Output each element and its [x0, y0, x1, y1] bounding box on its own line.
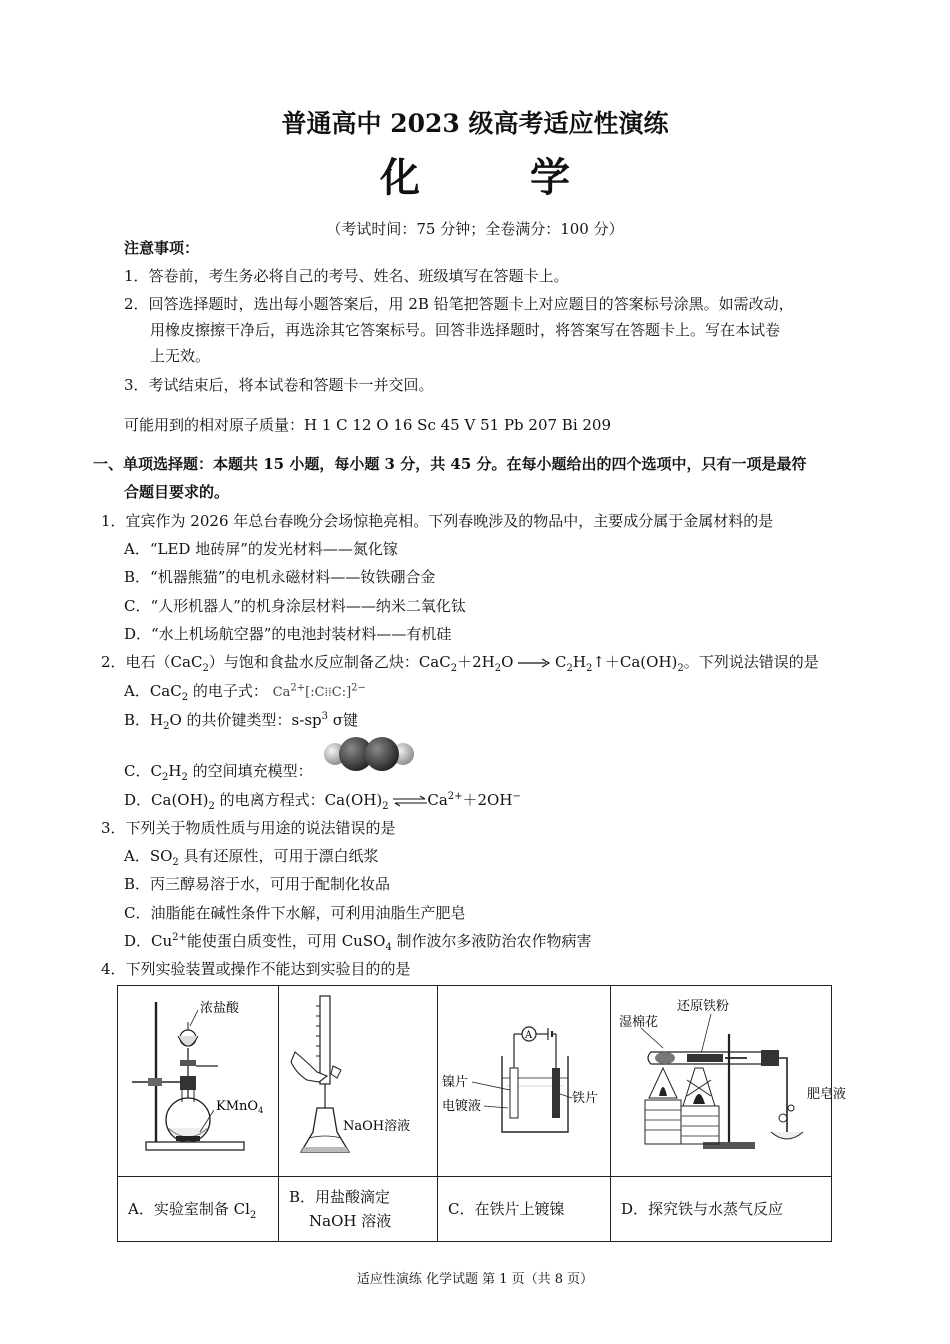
- chlorine-generation-apparatus: [118, 986, 278, 1172]
- question-1-stem: 1．宜宾作为 2026 年总台春晚分会场惊艳亮相。下列春晚涉及的物品中，主要成分属于金属材料的是: [101, 512, 774, 530]
- note-item: 上无效。: [150, 347, 211, 365]
- note-item: 3．考试结束后，将本试卷和答题卡一并交回。: [124, 376, 434, 394]
- label-conc-hcl: 浓盐酸: [200, 1001, 240, 1016]
- label-iron-plate: 铁片: [572, 1091, 599, 1106]
- q4-option-c: C．在铁片上镀镍: [438, 1177, 611, 1242]
- label-naoh-solution: NaOH溶液: [343, 1119, 411, 1134]
- q3-option-a: A．$SO_2$ 具有还原性，可用于漂白纸浆: [124, 847, 379, 868]
- section-heading-cont: 合题目要求的。: [124, 483, 230, 501]
- label-nickel-plate: 镍片: [442, 1075, 469, 1090]
- note-item: 用橡皮擦擦干净后，再选涂其它答案标号。回答非选择题时，将答案写在答题卡上。写在本试卷: [150, 321, 781, 339]
- exam-info: （考试时间：75 分钟；全卷满分：100 分）: [326, 220, 624, 238]
- q4-option-b: B．用盐酸滴定 NaOH 溶液: [279, 1177, 438, 1242]
- q1-option-d: D．“水上机场航空器”的电池封装材料——有机硅: [124, 625, 452, 643]
- question-2-stem: 2．电石（CaC$_2$）与饱和食盐水反应制备乙炔：$CaC_2+2H_2O$ $C_2H_2↑+Ca(OH)_2$。下列说法错误的是: [101, 653, 819, 674]
- note-item: 1．答卷前，考生务必将自己的考号、姓名、班级填写在答题卡上。: [124, 267, 569, 285]
- question-4-stem: 4．下列实验装置或操作不能达到实验目的的是: [101, 960, 411, 978]
- question-3-stem: 3．下列关于物质性质与用途的说法错误的是: [101, 819, 396, 837]
- q4-option-a: A．实验室制备 $Cl_2$: [118, 1177, 279, 1242]
- section-heading: 一、单项选择题：本题共 15 小题，每小题 3 分，共 45 分。在每小题给出的四个选项中，只有一项是最符: [93, 455, 807, 473]
- equilibrium-arrow: [393, 796, 427, 806]
- q3-option-c: C．油脂能在碱性条件下水解，可利用油脂生产肥皂: [124, 904, 466, 922]
- q2-option-a: A．CaC$_2$ 的电子式： $Ca^{2+}[:C⁞⁞C:]^{2-}$: [124, 682, 366, 703]
- notes-heading: 注意事项：: [124, 239, 200, 257]
- acetylene-space-filling-model: [322, 736, 416, 772]
- electron-formula: $Ca^{2+}[:C⁞⁞C:]^{2-}$: [272, 682, 366, 700]
- note-item: 2．回答选择题时，选出每小题答案后，用 2B 铅笔把答题卡上对应题目的答案标号涂黑。如需改动，: [124, 295, 794, 313]
- q4-options-table: [117, 985, 847, 1242]
- titration-apparatus: [279, 986, 437, 1172]
- q3-option-b: B．丙三醇易溶于水，可用于配制化妆品: [124, 875, 391, 893]
- q2-option-d: D．$Ca(OH)_2$ 的电离方程式：$Ca(OH)_2$ $Ca^{2+}+2OH^-$: [124, 791, 521, 812]
- label-soap-solution: 肥皂液: [807, 1087, 847, 1102]
- apparatus-a-cell: [118, 986, 279, 1177]
- iron-steam-apparatus: [611, 986, 847, 1172]
- subject-title: 化 学: [380, 154, 618, 201]
- q1-option-b: B．“机器熊猫”的电机永磁材料——钕铁硼合金: [124, 568, 436, 586]
- q1-option-a: A．“LED 地砖屏”的发光材料——氮化镓: [124, 540, 398, 558]
- label-wet-cotton: 湿棉花: [619, 1015, 659, 1030]
- ammeter-symbol: A: [525, 1030, 533, 1041]
- q4-option-d: D．探究铁与水蒸气反应: [611, 1177, 832, 1242]
- apparatus-b-cell: [279, 986, 438, 1177]
- q2-option-c: C．$C_2H_2$ 的空间填充模型：: [124, 762, 313, 783]
- q1-option-c: C．“人形机器人”的机身涂层材料——纳米二氧化钛: [124, 597, 466, 615]
- q2-option-b: B．$H_2O$ 的共价键类型：$s-sp^3$ σ键: [124, 711, 359, 732]
- label-plating-solution: 电镀液: [442, 1099, 482, 1114]
- label-reduced-iron: 还原铁粉: [677, 999, 730, 1014]
- electroplating-apparatus: [438, 986, 610, 1172]
- apparatus-d-cell: [611, 986, 847, 1177]
- apparatus-c-cell: [438, 986, 611, 1177]
- exam-title: 普通高中 2023 级高考适应性演练: [281, 109, 669, 138]
- q3-option-d: D．$Cu^{2+}$能使蛋白质变性，可用 CuSO$_4$ 制作波尔多液防治农作物病害: [124, 932, 592, 953]
- page-footer: 适应性演练 化学试题 第 1 页（共 8 页）: [356, 1272, 594, 1287]
- label-kmno4: KMnO$_4$: [216, 1099, 264, 1115]
- atomic-masses: 可能用到的相对原子质量：H 1 C 12 O 16 Sc 45 V 51 Pb 207 Bi 209: [124, 416, 612, 434]
- reaction-arrow: [518, 658, 550, 668]
